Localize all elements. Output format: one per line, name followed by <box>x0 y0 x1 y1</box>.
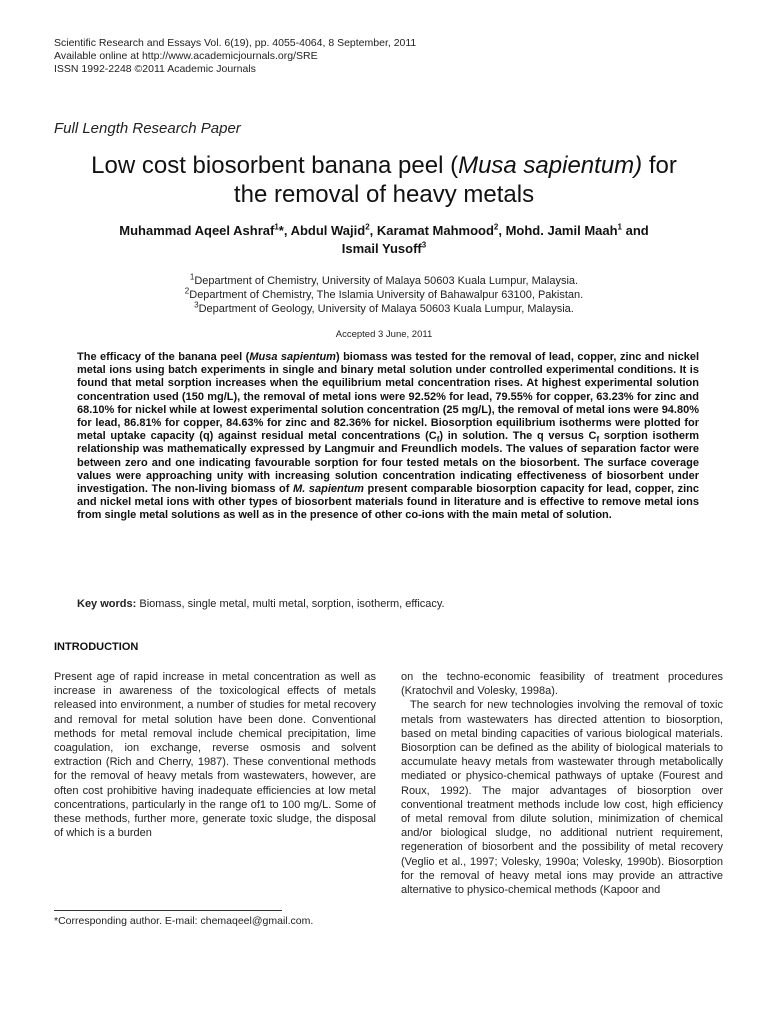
author-4-affil: 1 <box>617 222 622 232</box>
footnote-divider <box>54 910 282 911</box>
keywords-text: Biomass, single metal, multi metal, sorption, isotherm, efficacy. <box>136 598 445 610</box>
author-list <box>40 222 728 258</box>
column-right <box>401 670 723 897</box>
column-left <box>54 670 376 840</box>
paper-type: Full Length Research Paper <box>54 120 241 137</box>
author-2: , Abdul Wajid <box>283 223 366 238</box>
keywords-label: Key words: <box>77 598 137 610</box>
abstract-text: ) biomass was tested for the removal of lead, copper, zinc and nickel metal ions using batch experiments in single and binary metal solution under controlled experimental conditions. It is found that metal sorption increases when the equilibrium metal concentration rises. At highest experimental solution concentration used (150 mg/L), the removal of metal ions were 92.52% for lead, 79.55% for copper, 63.23% for zinc and 68.10% for nickel while at lowest experimental solution concentration (25 mg/L), the removal of metal ions were 94.80% for lead, 86.81% for copper, 84.63% for zinc and 82.36% for nickel. Biosorption equilibrium isotherms were plotted for metal uptake capacity (q) against residual metal concentrations (C <box>77 351 700 443</box>
author-5-affil: 3 <box>421 240 427 250</box>
affiliation-text: Department of Chemistry, The Islamia University of Bahawalpur 63100, Pakistan. <box>189 289 584 301</box>
author-1: Muhammad Aqeel Ashraf <box>119 223 275 238</box>
abstract-subscript: f <box>436 435 440 445</box>
paper-title <box>40 151 728 209</box>
abstract <box>77 351 699 523</box>
keywords <box>77 598 699 610</box>
title-italic: Musa sapientum) <box>458 152 643 179</box>
corresponding-mark: * <box>278 223 284 238</box>
affiliation-number: 2 <box>184 286 190 296</box>
journal-info <box>54 37 416 76</box>
abstract-subscript: f <box>596 435 600 445</box>
title-line2: the removal of heavy metals <box>233 181 535 208</box>
intro-paragraph: on the techno-economic feasibility of treatment procedures (Kratochvil and Volesky, 1998a). <box>401 671 723 698</box>
corresponding-author-footnote: *Corresponding author. E-mail: chemaqeel@gmail.com. <box>54 915 314 927</box>
author-3: , Karamat Mahmood <box>369 223 494 238</box>
author-1-affil: 1 <box>274 222 279 232</box>
accepted-date: Accepted 3 June, 2011 <box>335 329 433 340</box>
affiliation-item <box>40 288 728 302</box>
abstract-text: The efficacy of the banana peel ( <box>77 351 250 363</box>
author-4: , Mohd. Jamil Maah <box>498 223 618 238</box>
abstract-text: sorption isotherm relationship was mathematically expressed by Langmuir and Freundlich models. The values of separation factor were between zero and one indicating favourable sorption for four tested metals on the biosorbent. The surface coverage values were approaching unity with increasing solution concentration indicating effectiveness of biosorbent under investigation. The non-living biomass of <box>77 430 700 496</box>
affiliation-text: Department of Geology, University of Malaya 50603 Kuala Lumpur, Malaysia. <box>198 303 574 315</box>
title-part1: Low cost biosorbent banana peel ( <box>91 152 459 179</box>
journal-issn: ISSN 1992-2248 ©2011 Academic Journals <box>54 63 256 75</box>
intro-paragraph: The search for new technologies involving the removal of toxic metals from wastewaters has directed attention to biosorption, based on metal binding capacities of various biological materials. Biosorption can be defined as the ability of biological materials to accumulate heavy metals from wastewater through metabolically mediated or physico-chemical pathways of uptake (Fourest and Roux, 1992). The major advantages of biosorption over conventional treatment methods include low cost, high efficiency of metal removal from dilute solution, minimization of chemical and/or biological sludge, no additional nutrient requirement, regeneration of biosorbent and the possibility of metal recovery (Veglio et al., 1997; Volesky, 1990a; Volesky, 1990b). Biosorption for the removal of heavy metal ions may provide an attractive alternative to physico-chemical methods (Kapoor and <box>401 699 723 897</box>
author-and: and <box>622 223 649 238</box>
author-2-affil: 2 <box>365 222 370 232</box>
section-heading-introduction: INTRODUCTION <box>54 641 139 653</box>
title-part2: for <box>642 152 677 179</box>
affiliation-item <box>40 274 728 288</box>
author-3-affil: 2 <box>493 222 499 232</box>
affiliation-number: 3 <box>194 300 199 310</box>
affiliation-list <box>40 274 728 316</box>
journal-citation: Scientific Research and Essays Vol. 6(19), pp. 4055-4064, 8 September, 2011 <box>54 37 417 49</box>
abstract-text: ) in solution. The q versus C <box>439 430 597 443</box>
journal-availability: Available online at http://www.academicjournals.org/SRE <box>54 50 318 62</box>
affiliation-item <box>40 302 728 316</box>
intro-paragraph: Present age of rapid increase in metal concentration as well as increase in awareness of the toxicological effects of metals released into environment, a number of studies for metal recovery and removal for metal solution have been done. Conventional methods for metal removal include chemical precipitation, lime coagulation, ion exchange, reverse osmosis and solvent extraction (Rich and Cherry, 1987). These conventional methods for the removal of heavy metals from wastewaters, however, are often cost prohibitive having inadequate efficiencies at low metal concentrations, particularly in the range of1 to 100 mg/L. Some of these methods, further more, generate toxic sludge, the disposal of which is a burden <box>54 671 376 840</box>
abstract-text: present comparable biosorption capacity for lead, copper, zinc and nickel metal ions with other types of biosorbent materials found in literature and is effective to remove metal ions from single metal solutions as well as in the presence of other co-ions with the main metal of solution. <box>77 483 699 522</box>
abstract-species: M. sapientum <box>293 483 364 496</box>
affiliation-number: 1 <box>189 272 195 282</box>
abstract-species: Musa sapientum <box>249 351 336 363</box>
affiliation-text: Department of Chemistry, University of Malaya 50603 Kuala Lumpur, Malaysia. <box>194 275 579 287</box>
author-5: Ismail Yusoff <box>341 241 422 256</box>
